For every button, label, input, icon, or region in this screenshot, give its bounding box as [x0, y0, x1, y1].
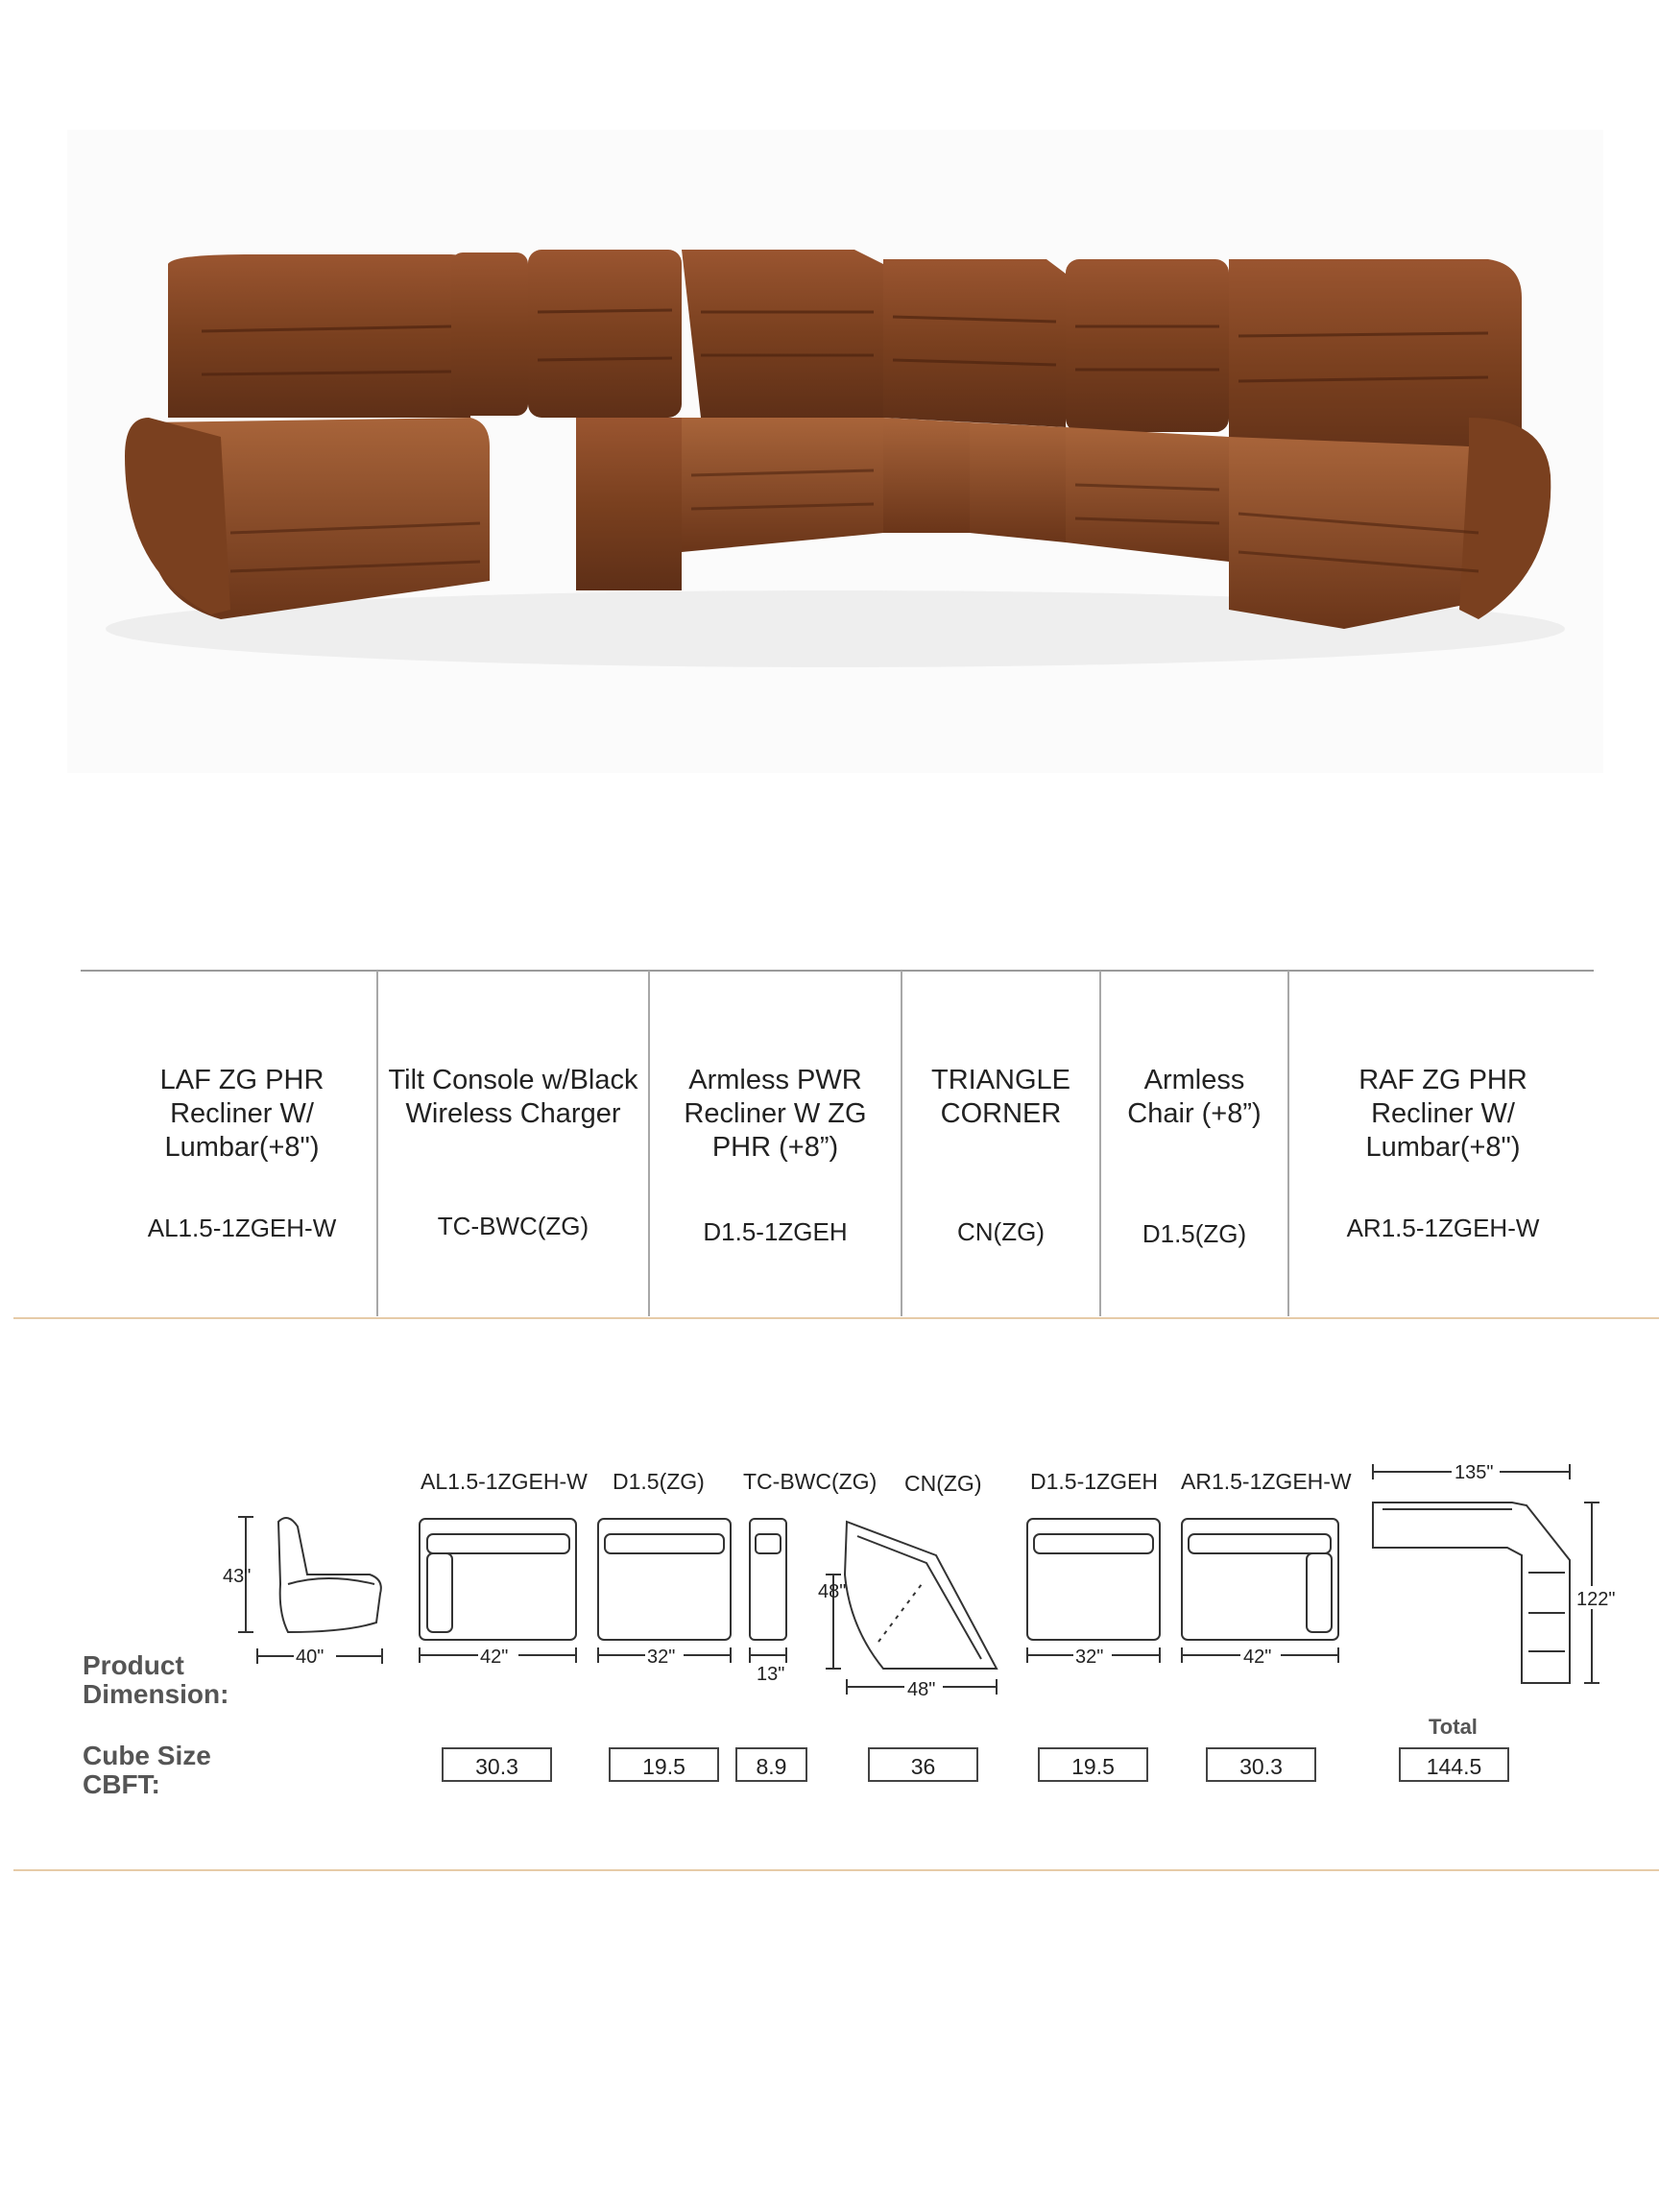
piece-name-raf — [1289, 1064, 1597, 1165]
piece-name-line: Tilt Console w/Black — [388, 1065, 638, 1095]
cube-total-box: 144.5 — [1399, 1747, 1509, 1782]
armless-chair-outline — [598, 1519, 731, 1640]
side-profile-arm — [288, 1578, 374, 1584]
dimension-drawings — [0, 1440, 1659, 1728]
dim-laf-width: 42" — [480, 1647, 509, 1668]
cube-value-box: 19.5 — [1038, 1747, 1148, 1782]
piece-code: AL1.5-1ZGEH-W — [147, 1214, 337, 1242]
column-divider — [901, 971, 902, 1316]
column-divider — [1099, 971, 1101, 1316]
dim-overall-width: 135" — [1455, 1462, 1494, 1483]
piece-name-line: TRIANGLE — [930, 1065, 1071, 1095]
piece-name-line: LAF ZG PHR — [159, 1065, 325, 1095]
dim-corner-width: 48" — [907, 1679, 936, 1700]
piece-name-armless-recliner — [650, 1064, 901, 1165]
dim-overall-depth: 122" — [1576, 1589, 1616, 1610]
piece-code: TC-BWC(ZG) — [437, 1212, 589, 1240]
diagram-label: TC-BWC(ZG) — [743, 1469, 878, 1494]
cube-value-box: 8.9 — [735, 1747, 807, 1782]
side-profile-outline — [278, 1518, 381, 1632]
piece-name-laf — [96, 1064, 388, 1165]
piece-name-line: Wireless Charger — [405, 1098, 621, 1129]
dim-console-width: 13" — [757, 1664, 785, 1685]
piece-name-line: Lumbar(+8") — [164, 1132, 320, 1163]
piece-name-line: PHR (+8”) — [711, 1132, 839, 1163]
piece-name-armless-chair — [1101, 1064, 1287, 1131]
piece-name-line: Recliner W/ — [1371, 1098, 1515, 1129]
overall-layout-outline — [1373, 1503, 1570, 1683]
piece-name-line: Recliner W ZG — [684, 1098, 867, 1129]
piece-name-line: Lumbar(+8") — [1365, 1132, 1521, 1163]
cube-value-box: 30.3 — [442, 1747, 552, 1782]
piece-name-line: RAF ZG PHR — [1358, 1065, 1527, 1095]
dim-d15e-width: 32" — [1075, 1647, 1104, 1668]
piece-code: D1.5-1ZGEH — [703, 1217, 848, 1246]
dim-side-height: 43" — [223, 1566, 252, 1587]
product-dimension-label — [83, 1651, 228, 1709]
piece-name-corner — [902, 1064, 1099, 1131]
diagram-label: D1.5-1ZGEH — [1030, 1469, 1158, 1494]
dim-raf-width: 42" — [1243, 1647, 1272, 1668]
piece-name-line: Recliner W/ — [170, 1098, 314, 1129]
label-line: Dimension: — [83, 1679, 229, 1709]
diagram-label: AR1.5-1ZGEH-W — [1181, 1469, 1352, 1494]
piece-name-console — [378, 1064, 648, 1131]
cube-value-box: 19.5 — [609, 1747, 719, 1782]
table-top-rule — [81, 970, 1594, 972]
piece-name-line: Chair (+8”) — [1127, 1098, 1262, 1129]
piece-name-line: CORNER — [940, 1098, 1062, 1129]
dim-line-tc — [750, 1647, 786, 1663]
piece-name-line: Armless — [1143, 1065, 1245, 1095]
diagram-label: AL1.5-1ZGEH-W — [421, 1469, 588, 1494]
label-line: Product — [83, 1650, 184, 1680]
cube-value-box: 36 — [868, 1747, 978, 1782]
section-rule — [13, 1869, 1659, 1871]
dim-d15-width: 32" — [647, 1647, 676, 1668]
section-rule — [13, 1317, 1659, 1319]
armless-recliner-outline — [1027, 1519, 1160, 1640]
sectional-line-drawings — [0, 1440, 1659, 1728]
diagram-label: D1.5(ZG) — [613, 1469, 705, 1494]
diagram-label: CN(ZG) — [904, 1471, 982, 1496]
piece-name-line: Armless PWR — [688, 1065, 862, 1095]
cube-size-label — [83, 1742, 211, 1799]
piece-code: D1.5(ZG) — [1142, 1219, 1247, 1248]
dim-corner-height: 48" — [818, 1581, 847, 1602]
cube-value-box: 30.3 — [1206, 1747, 1316, 1782]
sectional-sofa-image — [67, 130, 1603, 773]
piece-code: AR1.5-1ZGEH-W — [1346, 1214, 1540, 1242]
label-line: Cube Size — [83, 1741, 211, 1770]
product-photo — [67, 130, 1603, 773]
total-label: Total — [1429, 1715, 1478, 1739]
piece-code: CN(ZG) — [957, 1217, 1045, 1246]
laf-outline — [420, 1519, 576, 1640]
dim-side-depth: 40" — [296, 1647, 325, 1668]
raf-outline — [1182, 1519, 1338, 1640]
label-line: CBFT: — [83, 1769, 160, 1799]
